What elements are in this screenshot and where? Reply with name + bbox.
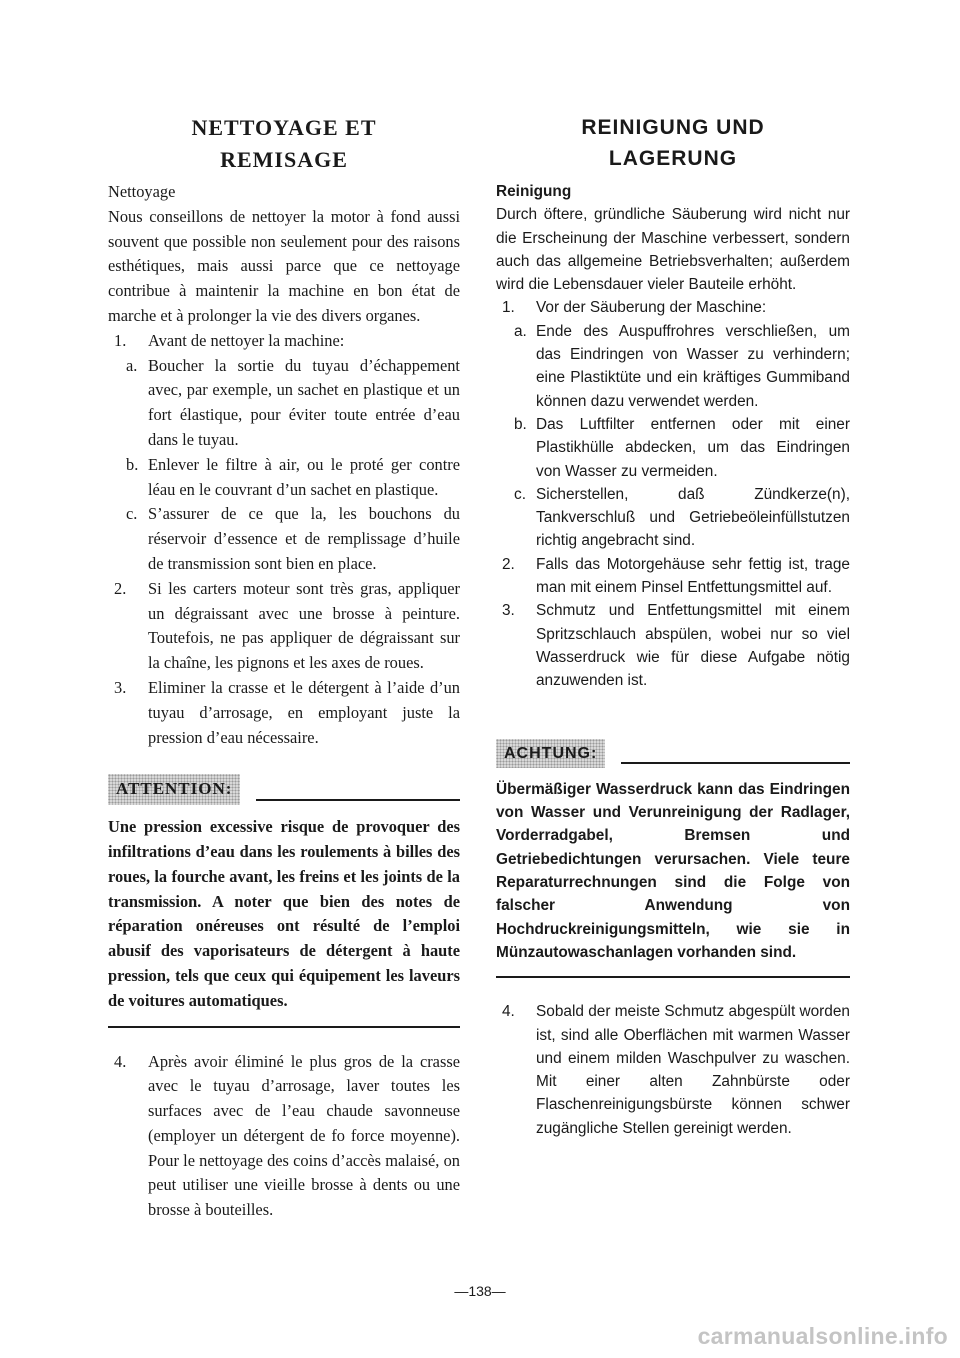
step-text: Vor der Säuberung der Maschine: [536,299,767,317]
german-step-1 [496,296,850,319]
german-title-line2: LAGERUNG [608,147,738,170]
german-subtitle: Reinigung [496,183,572,200]
german-warning-text: Übermäßiger Wasserdruck kann das Eindringen von Wasser und Verunreinigung der Radlager, Vorderradgabel, Bremsen und Getriebedichtungen verursachen. Viele teure Reparaturrechnungen sind die Folge von falscher Anwendung von Hochdruckreinigungsmitteln, wie sie in Münzautowaschanlagen vorhanden sind. [496,780,850,961]
french-step-1a [108,354,460,453]
french-step-2 [108,577,460,676]
page-number: —138— [454,1283,506,1299]
step-letter: a. [514,322,527,340]
step-text: Ende des Auspuffrohres verschließen, um das Eindringen von Wasser zu verhindern; eine Plastiktüte und ein kräftiges Gummiband können dazu verwendet werden. [536,322,850,410]
step-letter: c. [514,485,526,503]
warning-end-rule [496,976,850,978]
step-letter: a. [126,355,138,375]
step-letter: b. [126,454,139,474]
step-text: Avant de nettoyer la machine: [148,330,345,350]
step-letter: c. [126,504,138,524]
step-text: Après avoir éliminé le plus gros de la crasse avec le tuyau d’arrosage, laver toutes les surfaces avec de l’eau chaude savonneuse (employer un détergent de fo force moyenne). Pour le nettoyage des coins d’accès malaisé, on peut utiliser une vieille brosse à dents ou une brosse à bouteilles. [148,1051,460,1220]
french-title-line2: REMISAGE [220,147,348,172]
step-text: Eliminer la crasse et le détergent à l’aide d’un tuyau d’arrosage, en employant juste la pression d’eau nécessaire. [148,677,460,747]
warning-end-rule [108,1026,460,1028]
french-warning-label: ATTENTION: [108,774,240,805]
warning-rule [621,762,850,764]
german-step-1b [496,413,850,483]
french-step-3 [108,676,460,750]
german-step-3 [496,599,850,692]
german-title [496,112,850,174]
step-number: 4. [114,1051,127,1071]
step-number: 3. [114,677,127,697]
german-column [496,112,850,1140]
step-text: S’assurer de ce que la, les bouchons du réservoir d’essence et de remplissage d’huile de transmission sont bien en place. [148,504,460,573]
step-number: 2. [114,578,127,598]
step-number: 1. [114,330,127,350]
step-text: Falls das Motorgehäuse sehr fettig ist, trage man mit einem Pinsel Entfettungsmittel auf. [536,555,850,597]
german-warning-label: ACHTUNG: [496,739,605,768]
step-number: 3. [502,602,515,620]
german-step-4 [496,1000,850,1140]
watermark: carmanualsonline.info [697,1323,948,1349]
step-text: Sobald der meiste Schmutz abgespült worden ist, sind alle Oberflächen mit warmen Wasser und einem milden Waschpulver zu waschen. Mit einer alten Zahnbürste oder Flaschenreinigungsbürste können schwer zugängliche Stellen gereinigt werden. [536,1003,850,1137]
step-text: Enlever le filtre à air, ou le proté ger contre léau en le couvrant d’un sachet en plastique. [148,454,460,499]
french-subtitle: Nettoyage [108,182,176,201]
step-text: Si les carters moteur sont très gras, appliquer un dégraissant avec une brosse à peinture. Toutefois, ne pas appliquer de dégraissant sur la chaîne, les pignons et les axes de roues. [148,578,460,673]
german-step-1c [496,483,850,553]
step-number: 4. [502,1003,515,1021]
warning-rule [256,799,460,801]
german-step-1a [496,320,850,413]
german-step-2 [496,553,850,600]
step-number: 2. [502,555,515,573]
french-step-4 [108,1050,460,1224]
step-text: Sicherstellen, daß Zündkerze(n), Tankverschluß und Getriebeöleinfüllstutzen richtig angebracht sind. [536,485,850,550]
german-intro: Durch öftere, gründliche Säuberung wird nicht nur die Erscheinung der Maschine verbessert, sondern auch das allgemeine Betriebsverhalten; außerdem wird die Lebensdauer vieler Bauteile erhöht. [496,206,850,294]
step-text: Schmutz und Entfettungsmittel mit einem Spritzschlauch abspülen, wobei nur so viel Wasserdruck wie für diese Aufgabe nötig anzuwenden ist. [536,602,850,690]
french-step-1 [108,329,460,354]
french-title [108,112,460,176]
french-step-1c [108,502,460,576]
step-text: Das Luftfilter entfernen oder mit einer Plastikhülle abdecken, um das Eindringen von Wasser zu vermeiden. [536,415,850,480]
french-column [108,112,460,1223]
french-title-line1: NETTOYAGE ET [191,115,377,140]
french-step-1b [108,453,460,503]
german-title-line1: REINIGUNG UND [581,116,765,139]
step-number: 1. [502,299,515,317]
french-warning-text: Une pression excessive risque de provoquer des infiltrations d’eau dans les roulements à billes des roues, la fourche avant, les freins et les joints de la transmission. A noter que bien des notes de réparation onéreuses ont résulté de l’emploi abusif des vaporisateurs de détergent à haute pression, tels que ceux qui équipement les laveurs de voitures automatiques. [108,817,460,1010]
french-warning-header [108,774,460,805]
french-intro: Nous conseillons de nettoyer la motor à fond aussi souvent que possible non seulement pour des raisons esthétiques, mais aussi parce que ce nettoyage contribue à maintenir la machine en bon état de marche et à prolonger la vie des divers organes. [108,206,460,325]
german-warning-header [496,739,850,768]
step-letter: b. [514,415,527,433]
step-text: Boucher la sortie du tuyau d’échappement avec, par exemple, un sachet en plastique et un fort élastique, pour éviter toute entrée d’eau dans le tuyau. [148,355,460,449]
